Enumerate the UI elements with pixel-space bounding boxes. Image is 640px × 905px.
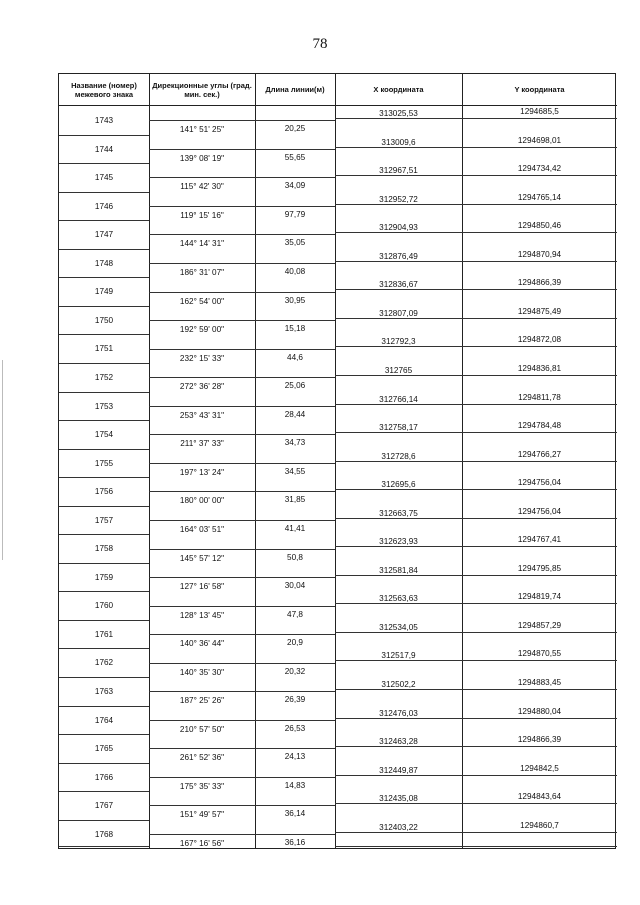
- point-name-cell: 1749: [94, 287, 114, 297]
- point-name-cell: 1767: [94, 801, 114, 811]
- row-rule: [149, 206, 335, 207]
- x-coordinate-cell: 312581,84: [379, 565, 418, 575]
- row-rule: [149, 720, 335, 721]
- row-rule: [59, 820, 149, 821]
- direction-angle-cell: 140° 35' 30": [179, 667, 225, 677]
- row-rule: [149, 691, 335, 692]
- x-coordinate-cell: 313009,6: [381, 137, 416, 147]
- y-coordinate-cell: 1294870,94: [517, 249, 562, 259]
- x-coordinate-cell: 312534,05: [379, 622, 418, 632]
- y-coordinate-cell: 1294767,41: [517, 535, 562, 545]
- row-rule: [59, 306, 149, 307]
- line-length-cell: 34,73: [284, 438, 306, 448]
- y-coordinate-cell: 1294850,46: [517, 221, 562, 231]
- line-length-cell: 55,65: [284, 152, 306, 162]
- direction-angle-cell: 261° 52' 36": [179, 753, 225, 763]
- row-rule: [59, 420, 149, 421]
- line-length-cell: 25,06: [284, 381, 306, 391]
- x-coordinate-cell: 312663,75: [379, 508, 418, 518]
- y-coordinate-cell: 1294860,7: [520, 820, 559, 830]
- x-coordinate-cell: 312449,87: [379, 765, 418, 775]
- line-length-cell: 40,08: [284, 267, 306, 277]
- row-rule: [59, 506, 149, 507]
- point-name-cell: 1759: [94, 572, 114, 582]
- point-name-cell: 1760: [94, 601, 114, 611]
- x-coordinate-cell: 312695,6: [381, 480, 416, 490]
- line-length-cell: 41,41: [284, 523, 306, 533]
- scan-edge-mark: [2, 360, 3, 560]
- row-rule: [59, 277, 149, 278]
- point-name-cell: 1766: [94, 772, 114, 782]
- y-coordinate-cell: 1294866,39: [517, 278, 562, 288]
- y-coordinate-cell: 1294843,64: [517, 792, 562, 802]
- direction-angle-cell: 144° 14' 31": [179, 239, 225, 249]
- row-rule: [149, 463, 335, 464]
- x-coordinate-cell: 312758,17: [379, 423, 418, 433]
- direction-angle-cell: 139° 08' 19": [179, 153, 225, 163]
- row-rule: [59, 620, 149, 621]
- row-rule: [59, 677, 149, 678]
- row-rule: [149, 263, 335, 264]
- point-name-cell: 1754: [94, 430, 114, 440]
- row-rule: [149, 634, 335, 635]
- direction-angle-cell: 180° 00' 00": [179, 496, 225, 506]
- line-length-cell: 50,8: [287, 552, 303, 562]
- y-coordinate-cell: 1294883,45: [517, 678, 562, 687]
- point-name-cell: 1748: [94, 258, 114, 268]
- direction-angle-cell: 151° 49' 57": [179, 810, 225, 820]
- line-length-cell: 24,13: [284, 752, 306, 762]
- row-rule: [59, 477, 149, 478]
- direction-angle-cell: 145° 57' 12": [179, 553, 225, 563]
- point-name-cell: 1745: [94, 173, 114, 183]
- direction-angle-cell: 175° 35' 33": [179, 781, 225, 791]
- point-name-cell: 1746: [94, 201, 114, 211]
- x-coordinate-cell: 312807,09: [379, 308, 418, 318]
- x-coordinate-cell: 313025,53: [379, 109, 418, 118]
- row-rule: [59, 791, 149, 792]
- header-line-length: Длина линии(м): [255, 74, 335, 106]
- direction-angle-cell: 162° 54' 00": [179, 296, 225, 306]
- y-coordinate-cell: 1294872,08: [517, 335, 562, 345]
- y-coordinate-cell: 1294756,04: [517, 478, 562, 488]
- header-x-coordinate: X координата: [335, 74, 462, 106]
- row-rule: [59, 706, 149, 707]
- x-coordinate-cell: 312952,72: [379, 194, 418, 204]
- direction-angle-cell: 211° 37' 33": [180, 439, 224, 449]
- row-rule: [59, 648, 149, 649]
- direction-angle-cell: 210° 57' 50": [179, 724, 225, 734]
- line-length-cell: 36,14: [284, 809, 306, 819]
- line-length-cell: 97,79: [284, 209, 306, 219]
- y-coordinate-cell: 1294866,39: [517, 735, 562, 745]
- y-coordinate-cell: 1294685,5: [520, 107, 559, 116]
- row-rule: [59, 563, 149, 564]
- direction-angle-cell: 197° 13' 24": [179, 467, 225, 477]
- line-length-cell: 26,39: [284, 695, 306, 705]
- x-coordinate-cell: 312728,6: [381, 451, 416, 461]
- direction-angle-cell: 127° 16' 58": [179, 582, 225, 592]
- point-name-cell: 1768: [94, 829, 114, 839]
- row-rule: [149, 149, 335, 150]
- point-name-cell: 1762: [94, 658, 114, 668]
- line-length-cell: 44,6: [287, 352, 303, 362]
- row-rule: [149, 805, 335, 806]
- row-rule: [149, 663, 335, 664]
- x-coordinate-cell: 312836,67: [379, 280, 418, 290]
- row-rule: [149, 491, 335, 492]
- y-coordinate-cell: 1294857,29: [517, 620, 562, 630]
- row-rule: [59, 334, 149, 335]
- row-rule: [149, 234, 335, 235]
- direction-angle-cell: 119° 15' 16": [180, 210, 224, 220]
- line-length-cell: 14,83: [284, 780, 306, 790]
- page-number: 78: [312, 36, 328, 52]
- x-coordinate-cell: 312765: [384, 365, 413, 375]
- x-coordinate-cell: 312403,22: [379, 822, 418, 832]
- row-rule: [149, 549, 335, 550]
- x-coordinate-cell: 312502,2: [381, 680, 416, 689]
- y-coordinate-cell: 1294756,04: [517, 506, 562, 516]
- row-rule: [59, 135, 149, 136]
- direction-angle-cell: 232° 15' 33": [179, 353, 225, 363]
- row-rule: [59, 591, 149, 592]
- row-rule: [149, 748, 335, 749]
- direction-angle-cell: 128° 13' 45": [179, 610, 225, 620]
- x-coordinate-cell: 312623,93: [379, 537, 418, 547]
- point-name-cell: 1761: [94, 629, 114, 639]
- point-name-cell: 1765: [94, 744, 114, 754]
- row-rule: [59, 392, 149, 393]
- y-coordinate-cell: 1294870,55: [517, 649, 562, 659]
- coordinates-table: [58, 73, 616, 849]
- row-rule: [149, 349, 335, 350]
- row-rule: [149, 377, 335, 378]
- y-coordinate-cell: 1294819,74: [517, 592, 562, 602]
- x-coordinate-cell: 312876,49: [379, 251, 418, 261]
- x-coordinate-cell: 312435,08: [379, 794, 418, 804]
- x-coordinate-cell: 312517,9: [381, 651, 416, 661]
- y-coordinate-cell: 1294784,48: [517, 421, 562, 431]
- row-rule: [59, 734, 149, 735]
- direction-angle-cell: 253° 43' 31": [179, 410, 225, 420]
- line-length-cell: 30,04: [284, 581, 306, 591]
- y-coordinate-cell: 1294811,78: [518, 392, 561, 402]
- line-length-cell: 20,9: [287, 638, 303, 648]
- row-rule: [149, 777, 335, 778]
- point-name-cell: 1750: [94, 315, 114, 325]
- direction-angle-cell: 164° 03' 51": [179, 524, 225, 534]
- point-name-cell: 1752: [94, 372, 114, 382]
- row-rule: [149, 520, 335, 521]
- x-coordinate-cell: 312792,3: [381, 337, 416, 347]
- line-length-cell: 30,95: [284, 295, 306, 305]
- point-name-cell: 1751: [94, 344, 114, 354]
- y-coordinate-cell: 1294836,81: [517, 363, 562, 373]
- point-name-cell: 1764: [94, 715, 114, 725]
- header-direction-angles: Дирекционные углы (град. мин. сек.): [149, 74, 255, 106]
- row-rule: [335, 846, 617, 847]
- direction-angle-cell: 192° 59' 00": [179, 325, 225, 335]
- line-length-cell: 15,18: [284, 324, 306, 334]
- row-rule: [149, 406, 335, 407]
- direction-angle-cell: 167° 16' 56": [179, 839, 225, 849]
- point-name-cell: 1743: [94, 116, 114, 125]
- line-length-cell: 26,53: [284, 723, 306, 733]
- row-rule: [59, 220, 149, 221]
- point-name-cell: 1763: [94, 687, 114, 696]
- y-coordinate-cell: 1294842,5: [520, 763, 559, 773]
- row-rule: [59, 534, 149, 535]
- line-length-cell: 34,55: [284, 466, 306, 476]
- point-name-cell: 1753: [94, 401, 114, 411]
- direction-angle-cell: 187° 25' 26": [179, 696, 225, 706]
- direction-angle-cell: 141° 51' 25": [179, 125, 225, 135]
- direction-angle-cell: 115° 42' 30": [180, 182, 224, 192]
- row-rule: [149, 606, 335, 607]
- row-rule: [59, 763, 149, 764]
- header-y-coordinate: Y координата: [462, 74, 617, 106]
- line-length-cell: 34,09: [284, 181, 306, 191]
- row-rule: [59, 192, 149, 193]
- point-name-cell: 1744: [94, 144, 114, 154]
- x-coordinate-cell: 312563,63: [379, 594, 418, 604]
- row-rule: [59, 363, 149, 364]
- line-length-cell: 28,44: [284, 409, 306, 419]
- y-coordinate-cell: 1294766,27: [517, 449, 562, 459]
- point-name-cell: 1757: [94, 515, 114, 525]
- point-name-cell: 1755: [94, 458, 114, 468]
- header-point-name: Название (номер) межевого знака: [59, 74, 149, 106]
- y-coordinate-cell: 1294795,85: [517, 563, 562, 573]
- row-rule: [59, 846, 149, 847]
- x-coordinate-cell: 312967,51: [379, 166, 418, 176]
- row-rule: [149, 577, 335, 578]
- line-length-cell: 20,25: [284, 124, 306, 134]
- row-rule: [149, 292, 335, 293]
- point-name-cell: 1756: [94, 487, 114, 497]
- row-rule: [149, 834, 335, 835]
- row-rule: [59, 163, 149, 164]
- y-coordinate-cell: 1294875,49: [517, 306, 562, 316]
- direction-angle-cell: 140° 36' 44": [179, 639, 225, 649]
- point-name-cell: 1758: [94, 544, 114, 554]
- row-rule: [149, 320, 335, 321]
- line-length-cell: 36,16: [284, 838, 306, 848]
- y-coordinate-cell: 1294880,04: [517, 706, 562, 716]
- line-length-cell: 20,32: [284, 666, 306, 676]
- row-rule: [149, 120, 335, 121]
- row-rule: [149, 177, 335, 178]
- x-coordinate-cell: 312463,28: [379, 737, 418, 747]
- direction-angle-cell: 186° 31' 07": [179, 268, 225, 278]
- x-coordinate-cell: 312476,03: [379, 708, 418, 718]
- x-coordinate-cell: 312904,93: [379, 223, 418, 233]
- line-length-cell: 47,8: [287, 609, 303, 619]
- row-rule: [59, 249, 149, 250]
- x-coordinate-cell: 312766,14: [379, 394, 418, 404]
- y-coordinate-cell: 1294698,01: [517, 135, 562, 145]
- y-coordinate-cell: 1294734,42: [517, 164, 562, 174]
- direction-angle-cell: 272° 36' 28": [179, 382, 225, 392]
- row-rule: [149, 434, 335, 435]
- line-length-cell: 31,85: [284, 495, 306, 505]
- row-rule: [59, 449, 149, 450]
- point-name-cell: 1747: [94, 230, 114, 240]
- line-length-cell: 35,05: [284, 238, 306, 248]
- y-coordinate-cell: 1294765,14: [517, 192, 562, 202]
